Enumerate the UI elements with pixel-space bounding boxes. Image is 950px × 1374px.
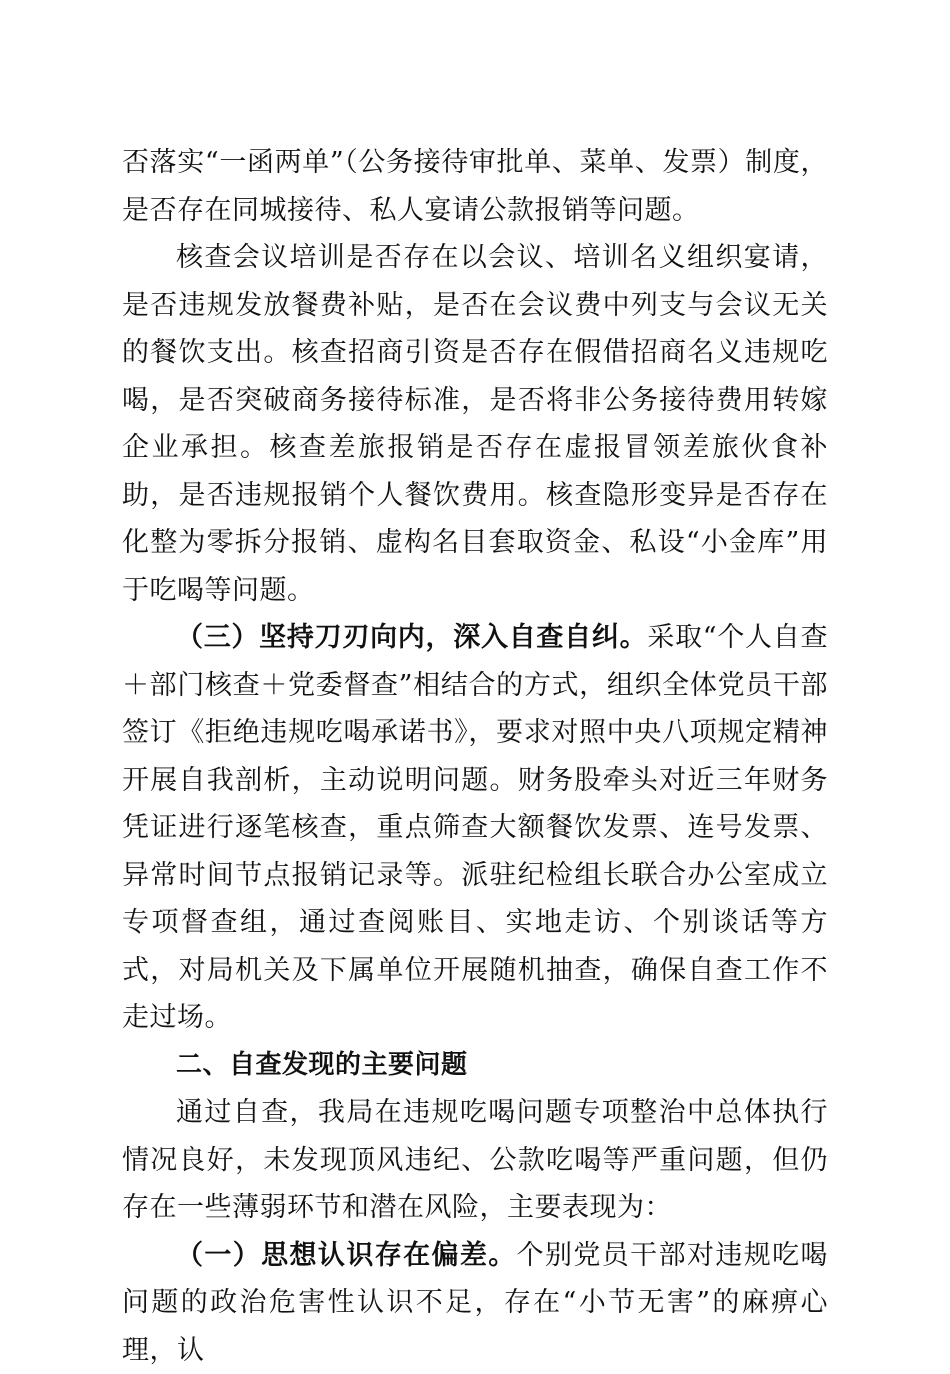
document-body xyxy=(122,139,828,1374)
paragraph-lead: （一）思想认识存在偏差。 xyxy=(176,1240,517,1271)
paragraph-problem-one xyxy=(122,1232,828,1374)
paragraph-self-inspection xyxy=(122,614,828,1042)
paragraph-summary: 通过自查，我局在违规吃喝问题专项整治中总体执行情况良好，未发现顶风违纪、公款吃喝等严重问题，但仍存在一些薄弱环节和潜在风险，主要表现为： xyxy=(122,1089,828,1232)
paragraph-text: 采取“个人自查＋部门核查＋党委督查”相结合的方式，组织全体党员干部签订《拒绝违规吃喝承诺书》，要求对照中央八项规定精神开展自我剖析，主动说明问题。财务股牵头对近三年财务凭证进行逐笔核查，重点筛查大额餐饮发票、连号发票、异常时间节点报销记录等。派驻纪检组长联合办公室成立专项督查组，通过查阅账目、实地走访、个别谈话等方式，对局机关及下属单位开展随机抽查，确保自查工作不走过场。 xyxy=(122,622,828,1033)
paragraph-meeting-training-check: 核查会议培训是否存在以会议、培训名义组织宴请，是否违规发放餐费补贴，是否在会议费中列支与会议无关的餐饮支出。核查招商引资是否存在假借招商名义违规吃喝，是否突破商务接待标准，是否将非公务接待费用转嫁企业承担。核查差旅报销是否存在虚报冒领差旅伙食补助，是否违规报销个人餐饮费用。核查隐形变异是否存在化整为零拆分报销、虚构名目套取资金、私设“小金库”用于吃喝等问题。 xyxy=(122,234,828,614)
paragraph-text: 个别党员干部对违规吃喝问题的政治危害性认识不足，存在“小节无害”的麻痹心理，认 xyxy=(122,1240,828,1366)
section-heading: 二、自查发现的主要问题 xyxy=(122,1042,828,1090)
paragraph-lead: （三）坚持刀刃向内，深入自查自纠。 xyxy=(176,622,647,653)
paragraph-continuation: 否落实“一函两单”（公务接待审批单、菜单、发票）制度，是否存在同城接待、私人宴请公款报销等问题。 xyxy=(122,139,828,234)
